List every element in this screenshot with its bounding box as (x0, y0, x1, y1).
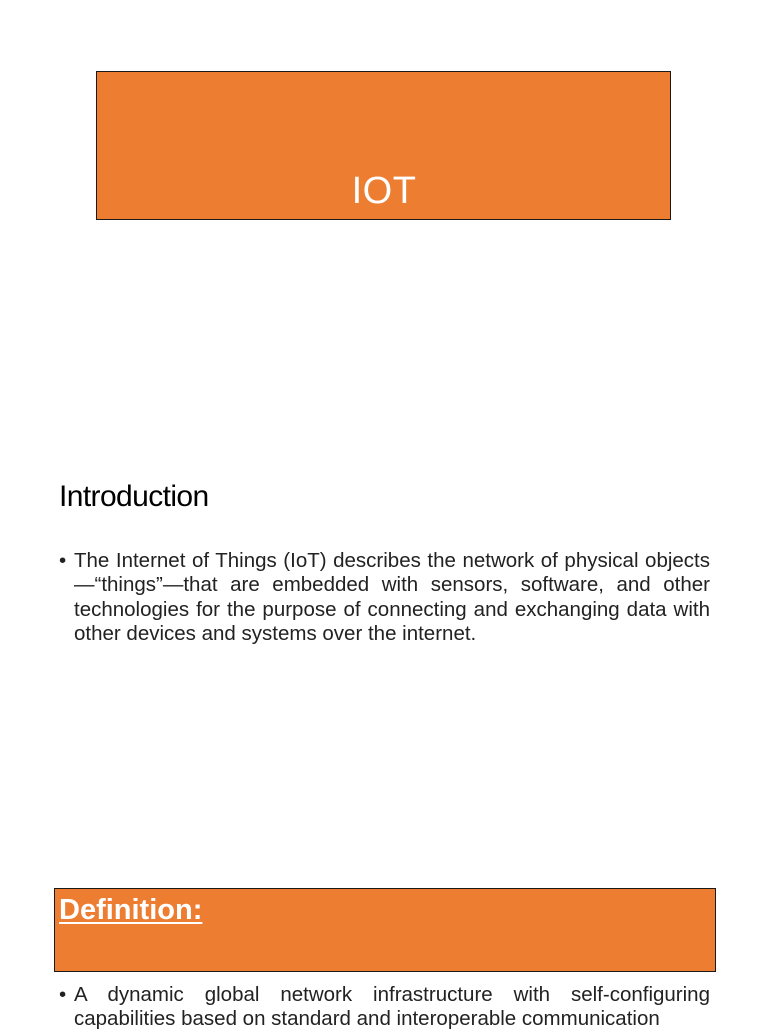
list-item (59, 549, 710, 646)
bullet-icon: • (59, 549, 67, 572)
definition-bullet-list (59, 983, 710, 1032)
slide-title: IOT (351, 170, 417, 212)
introduction-bullet-list (59, 549, 710, 646)
definition-heading: Definition: (59, 894, 203, 926)
introduction-heading: Introduction (59, 480, 209, 513)
introduction-bullet-text: The Internet of Things (IoT) describes the network of physical objects—“things”—that are embedded with sensors, software, and other technologies for the purpose of connecting and exchanging data with other devices and systems over the internet. (74, 549, 710, 645)
list-item (59, 983, 710, 1032)
bullet-icon: • (59, 983, 67, 1006)
definition-bullet-text: A dynamic global network infrastructure with self-configuring capabilities based on standard and interoperable communication (74, 983, 710, 1031)
